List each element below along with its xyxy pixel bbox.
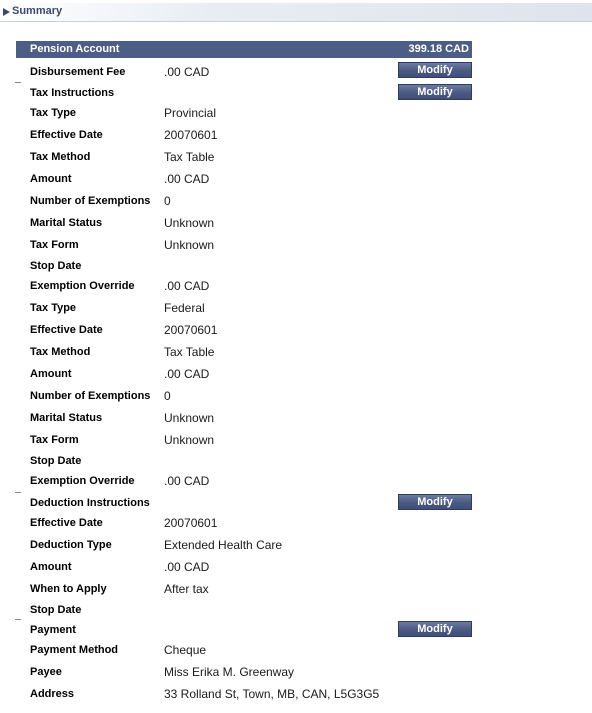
tax-row — [30, 323, 472, 343]
tax-row — [30, 150, 472, 170]
field-label: Disbursement Fee — [30, 66, 126, 78]
field-label: Tax Type — [30, 107, 77, 119]
field-label: Marital Status — [30, 217, 103, 229]
tax-row — [30, 389, 472, 409]
tax-row — [30, 345, 472, 365]
section-heading: Tax Instructions — [30, 87, 115, 99]
field-value: .00 CAD — [164, 65, 210, 79]
field-value: .00 CAD — [164, 474, 210, 488]
field-label: Stop Date — [30, 455, 82, 467]
field-value: 20070601 — [164, 323, 218, 337]
account-name: Pension Account — [30, 43, 120, 55]
section-marker — [15, 619, 21, 620]
field-value: Unknown — [164, 433, 215, 447]
tax-row — [30, 259, 472, 279]
tax-row — [30, 367, 472, 387]
tax-row — [30, 411, 472, 431]
deduction-row — [30, 516, 472, 536]
field-label: Exemption Override — [30, 475, 135, 487]
deduction-row — [30, 560, 472, 580]
field-value: After tax — [164, 582, 209, 596]
field-value: Unknown — [164, 411, 215, 425]
modify-payment-button[interactable]: Modify — [398, 621, 472, 637]
section-heading: Deduction Instructions — [30, 497, 150, 509]
field-value: .00 CAD — [164, 279, 210, 293]
field-value: 20070601 — [164, 516, 218, 530]
expand-arrow-icon[interactable] — [3, 8, 10, 16]
field-label: Address — [30, 688, 75, 700]
tax-row — [30, 128, 472, 148]
field-label: Payment Method — [30, 644, 119, 656]
field-label: Exemption Override — [30, 280, 135, 292]
tax-row — [30, 474, 472, 494]
field-label: Amount — [30, 173, 72, 185]
field-value: 0 — [164, 194, 171, 208]
modify-disbursement-button[interactable]: Modify — [398, 62, 472, 78]
tax-row — [30, 238, 472, 258]
field-value: Unknown — [164, 238, 215, 252]
payment-row — [30, 665, 472, 685]
field-label: Effective Date — [30, 129, 103, 141]
payment-row — [30, 643, 472, 663]
payment-row — [30, 687, 472, 707]
field-label: Payee — [30, 666, 62, 678]
summary-header — [0, 3, 592, 22]
section-heading: Payment — [30, 624, 76, 636]
field-value: 0 — [164, 389, 171, 403]
field-value: 33 Rolland St, Town, MB, CAN, L5G3G5 — [164, 687, 380, 701]
account-amount: 399.18 CAD — [408, 43, 469, 55]
tax-row — [30, 279, 472, 299]
summary-title: Summary — [12, 5, 63, 17]
field-label: Stop Date — [30, 604, 82, 616]
field-value: Tax Table — [164, 345, 215, 359]
field-value: .00 CAD — [164, 367, 210, 381]
field-label: Effective Date — [30, 517, 103, 529]
field-value: 20070601 — [164, 128, 218, 142]
field-label: Marital Status — [30, 412, 103, 424]
field-value: Extended Health Care — [164, 538, 283, 552]
modify-deduction-instructions-button[interactable]: Modify — [398, 494, 472, 510]
modify-tax-instructions-button[interactable]: Modify — [398, 84, 472, 100]
tax-row — [30, 301, 472, 321]
deduction-row — [30, 603, 472, 623]
field-label: Tax Form — [30, 239, 79, 251]
account-header — [16, 41, 472, 58]
field-label: Deduction Type — [30, 539, 112, 551]
field-value: Tax Table — [164, 150, 215, 164]
tax-row — [30, 433, 472, 453]
field-label: Tax Method — [30, 346, 91, 358]
field-value: Miss Erika M. Greenway — [164, 665, 295, 679]
field-value: .00 CAD — [164, 560, 210, 574]
tax-row — [30, 216, 472, 236]
field-label: Amount — [30, 368, 72, 380]
field-label: Stop Date — [30, 260, 82, 272]
section-marker — [15, 492, 21, 493]
field-label: Tax Method — [30, 151, 91, 163]
field-label: When to Apply — [30, 583, 107, 595]
section-marker — [15, 82, 21, 83]
field-value: Cheque — [164, 643, 207, 657]
field-label: Tax Form — [30, 434, 79, 446]
field-value: Federal — [164, 301, 205, 315]
field-label: Effective Date — [30, 324, 103, 336]
field-value: Unknown — [164, 216, 215, 230]
tax-row — [30, 172, 472, 192]
field-label: Amount — [30, 561, 72, 573]
field-value: Provincial — [164, 106, 217, 120]
tax-row — [30, 454, 472, 474]
field-label: Number of Exemptions — [30, 390, 151, 402]
field-label: Number of Exemptions — [30, 195, 151, 207]
field-label: Tax Type — [30, 302, 77, 314]
field-value: .00 CAD — [164, 172, 210, 186]
deduction-row — [30, 538, 472, 558]
tax-row — [30, 106, 472, 126]
tax-row — [30, 194, 472, 214]
deduction-row — [30, 582, 472, 602]
